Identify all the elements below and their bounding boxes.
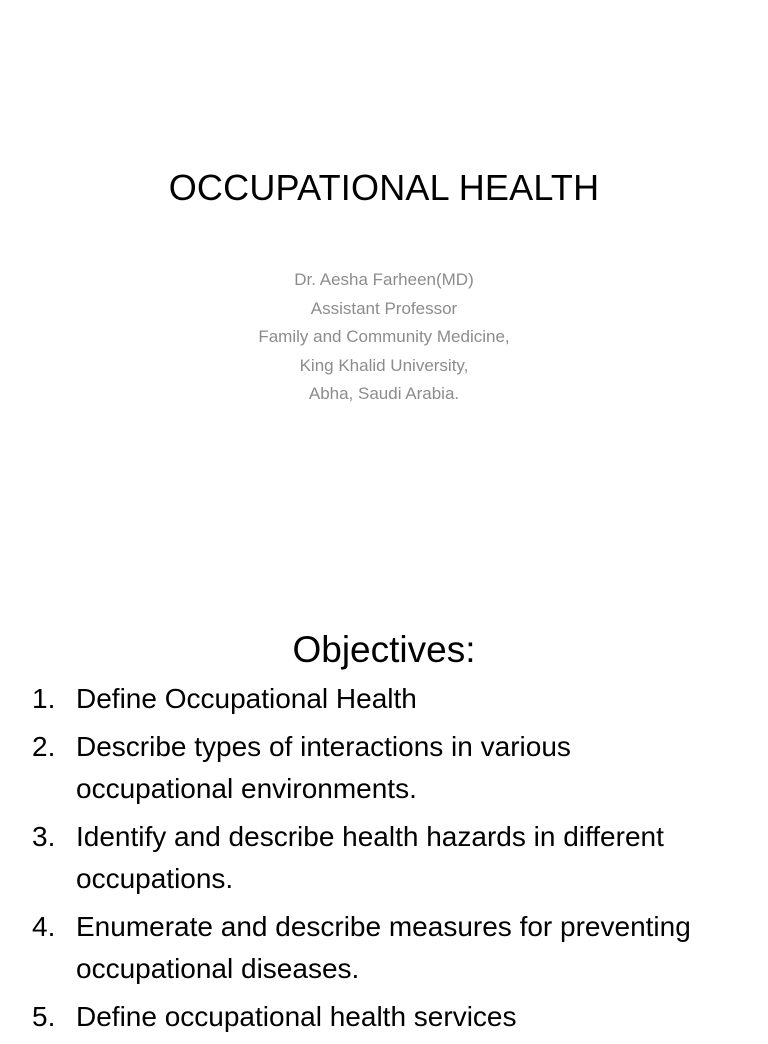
objective-number: 3. <box>32 821 56 852</box>
objective-line: occupations. <box>76 863 234 894</box>
objective-item <box>32 678 768 720</box>
objective-line: occupational diseases. <box>76 953 360 984</box>
author-department: Family and Community Medicine, <box>258 327 510 347</box>
author-position: Assistant Professor <box>310 298 458 318</box>
objective-number: 4. <box>32 911 56 942</box>
objective-item <box>32 906 768 990</box>
objectives-slide <box>0 590 768 1032</box>
author-location: Abha, Saudi Arabia. <box>308 384 460 404</box>
objectives-heading: Objectives: <box>292 629 476 670</box>
objective-line: Enumerate and describe measures for preventing <box>76 911 691 942</box>
slide-title: OCCUPATIONAL HEALTH <box>168 167 600 208</box>
objective-item <box>32 996 768 1038</box>
author-name: Dr. Aesha Farheen(MD) <box>294 270 474 289</box>
objective-line: Define Occupational Health <box>76 683 417 714</box>
objectives-list <box>32 678 768 1044</box>
objective-line: Describe types of interactions in various <box>76 731 571 762</box>
objective-number: 1. <box>32 683 56 714</box>
author-university: King Khalid University, <box>299 355 469 375</box>
objective-line: Define occupational health services <box>76 1001 517 1032</box>
objective-line: Identify and describe health hazards in different <box>76 821 664 852</box>
author-info <box>0 266 768 409</box>
objective-line: occupational environments. <box>76 773 417 804</box>
objective-item <box>32 726 768 810</box>
objective-number: 2. <box>32 731 56 762</box>
objective-item <box>32 816 768 900</box>
objective-number: 5. <box>32 1001 56 1032</box>
